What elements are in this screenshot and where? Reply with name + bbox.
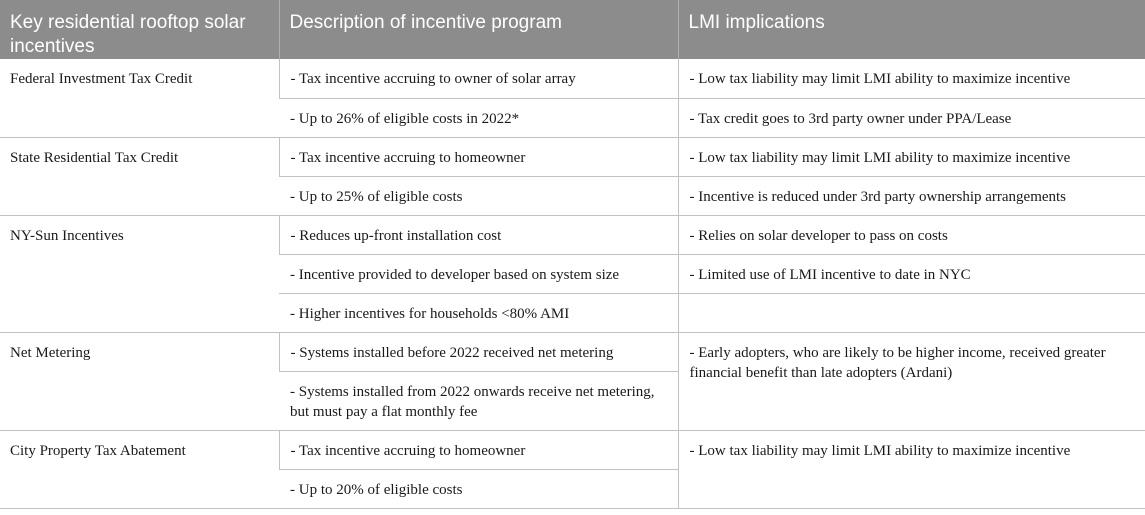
- description-cell: - Up to 26% of eligible costs in 2022*: [279, 98, 678, 137]
- description-cell: - Reduces up-front installation cost: [279, 215, 678, 254]
- incentive-name-cell: Federal Investment Tax Credit: [0, 59, 279, 137]
- description-cell: - Incentive provided to developer based on system size: [279, 254, 678, 293]
- table-row: [0, 215, 1145, 254]
- table-row: [0, 137, 1145, 176]
- implication-cell: - Relies on solar developer to pass on costs: [678, 215, 1145, 254]
- description-cell: - Systems installed before 2022 received net metering: [279, 332, 678, 371]
- implication-cell: - Tax credit goes to 3rd party owner under PPA/Lease: [678, 98, 1145, 137]
- column-header-lmi-implications: LMI implications: [678, 0, 1145, 59]
- incentive-name-cell: City Property Tax Abatement: [0, 430, 279, 508]
- description-cell: - Up to 20% of eligible costs: [279, 469, 678, 508]
- implication-cell: - Limited use of LMI incentive to date in NYC: [678, 254, 1145, 293]
- incentive-name-cell: Net Metering: [0, 332, 279, 430]
- description-cell: - Up to 25% of eligible costs: [279, 176, 678, 215]
- description-cell: - Tax incentive accruing to owner of solar array: [279, 59, 678, 98]
- implication-cell: - Incentive is reduced under 3rd party ownership arrangements: [678, 176, 1145, 215]
- table-row: [0, 332, 1145, 371]
- description-cell: - Systems installed from 2022 onwards receive net metering, but must pay a flat monthly fee: [279, 371, 678, 430]
- implication-cell: - Low tax liability may limit LMI ability to maximize incentive: [678, 430, 1145, 508]
- column-header-description: Description of incentive program: [279, 0, 678, 59]
- column-header-incentive: Key residential rooftop solar incentives: [0, 0, 279, 59]
- implication-cell: [678, 293, 1145, 332]
- implication-cell: - Low tax liability may limit LMI ability to maximize incentive: [678, 137, 1145, 176]
- table-row: [0, 430, 1145, 469]
- implication-cell: - Low tax liability may limit LMI ability to maximize incentive: [678, 59, 1145, 98]
- description-cell: - Tax incentive accruing to homeowner: [279, 137, 678, 176]
- incentive-name-cell: State Residential Tax Credit: [0, 137, 279, 215]
- incentive-name-cell: NY-Sun Incentives: [0, 215, 279, 332]
- description-cell: - Tax incentive accruing to homeowner: [279, 430, 678, 469]
- description-cell: - Higher incentives for households <80% AMI: [279, 293, 678, 332]
- header-row: [0, 0, 1145, 59]
- table-row: [0, 59, 1145, 98]
- implication-cell: - Early adopters, who are likely to be higher income, received greater financial benefit than late adopters (Ardani): [678, 332, 1145, 430]
